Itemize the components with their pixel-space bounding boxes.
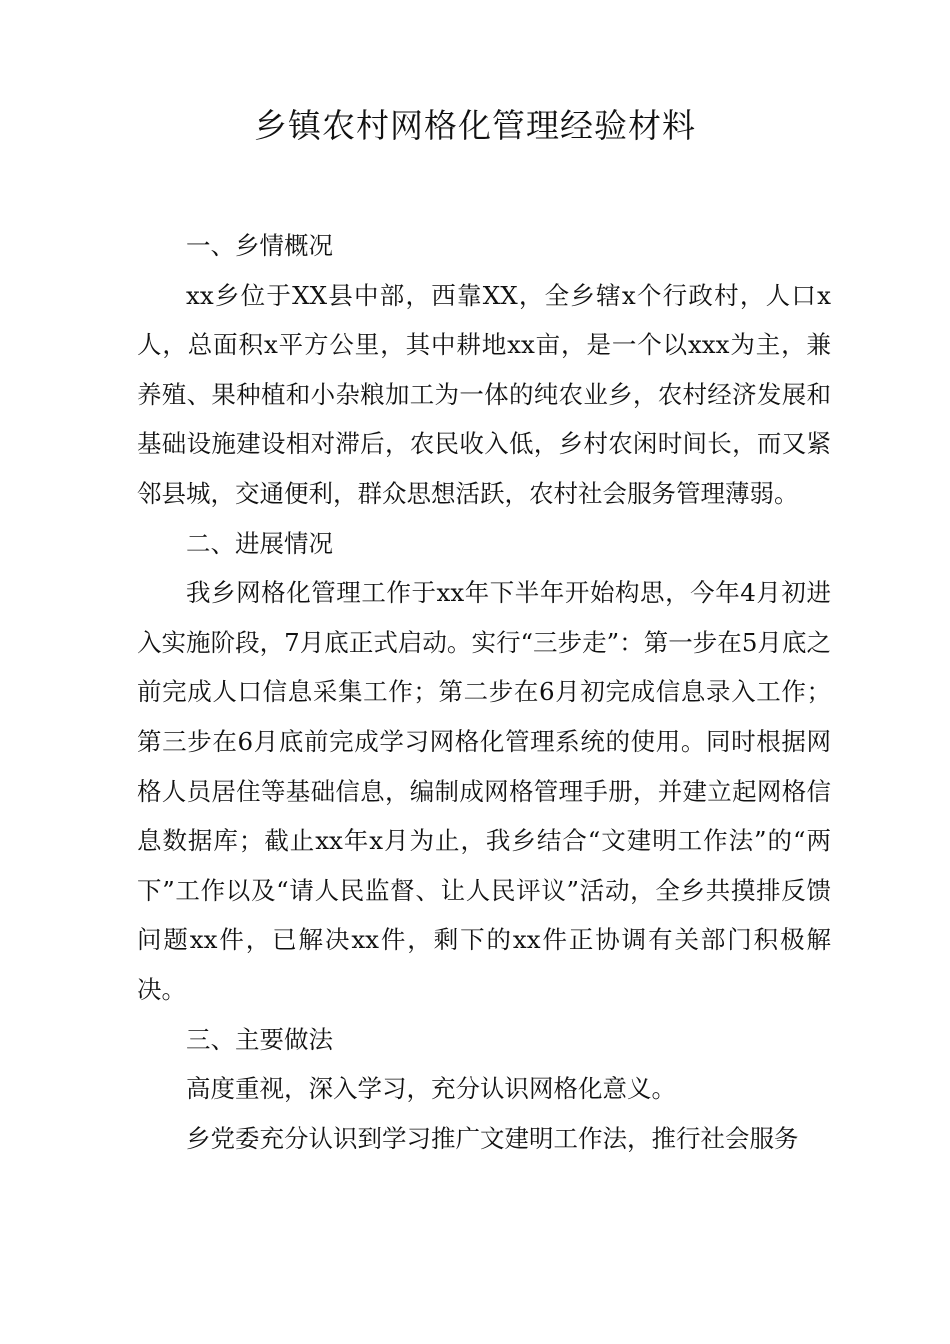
document-body [137, 221, 831, 1163]
section-heading-2: 二、进展情况 [186, 528, 333, 558]
paragraph-progress: 我乡网格化管理工作于xx年下半年开始构思，今年4月初进入实施阶段，7月底正式启动。实行“三步走”：第一步在5月底之前完成人口信息采集工作；第二步在6月初完成信息录入工作；第三步在6月底前完成学习网格化管理系统的使用。同时根据网格人员居住等基础信息，编制成网格管理手册，并建立起网格信息数据库；截止xx年x月为止，我乡结合“文建明工作法”的“两下”工作以及“请人民监督、让人民评议”活动，全乡共摸排反馈问题xx件，已解决xx件，剩下的xx件正协调有关部门积极解决。 [137, 578, 831, 1004]
paragraph-overview: xx乡位于XX县中部，西靠XX，全乡辖x个行政村，人口x人，总面积x平方公里，其中耕地xx亩，是一个以xxx为主，兼养殖、果种植和小杂粮加工为一体的纯农业乡，农村经济发展和基础设施建设相对滞后，农民收入低，乡村农闲时间长，而又紧邻县城，交通便利，群众思想活跃，农村社会服务管理薄弱。 [137, 280, 831, 508]
section-heading-1: 一、乡情概况 [186, 231, 333, 260]
section-heading-3: 三、主要做法 [186, 1024, 333, 1054]
document-title: 乡镇农村网格化管理经验材料 [254, 106, 696, 145]
paragraph-practice-detail: 乡党委充分认识到学习推广文建明工作法，推行社会服务 [186, 1123, 799, 1153]
paragraph-practice-summary: 高度重视，深入学习，充分认识网格化意义。 [186, 1074, 676, 1104]
